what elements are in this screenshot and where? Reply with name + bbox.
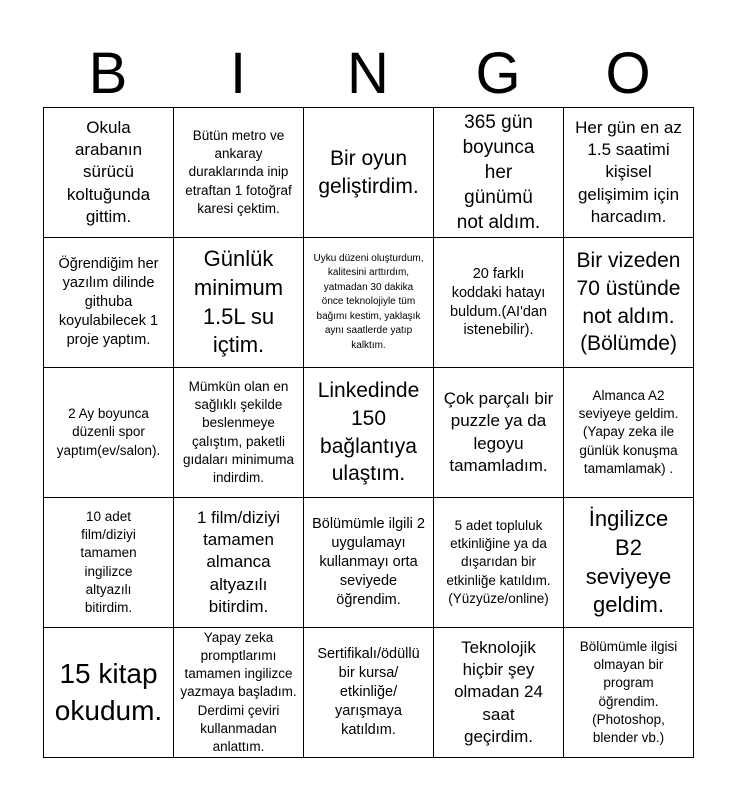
cell-text: 365 gün boyunca her günümü not aldım. [456, 111, 541, 234]
cell-text: 2 Ay boyunca düzenli spor yaptım(ev/salon). [56, 406, 161, 458]
header-letter-n: N [347, 41, 389, 106]
bingo-cell[interactable] [44, 628, 174, 758]
cell-text: 15 kitap okudum. [54, 658, 163, 726]
cell-text: Günlük minimum 1.5L su içtim. [193, 246, 284, 358]
cell-text: Bölümümle ilgili 2 uygulamayı kullanmayı orta seviyede öğrendim. [312, 516, 425, 608]
cell-text: Uyku düzeni oluşturdum, kalitesini arttırdım, yatmadan 30 dakika önce teknolojiyle tüm bağımı kestim, yaklaşık aynı saatlerde yatıp kalktım. [313, 252, 424, 351]
bingo-cell[interactable] [434, 108, 564, 238]
bingo-cell[interactable] [44, 498, 174, 628]
bingo-cell[interactable] [304, 628, 434, 758]
bingo-board [43, 107, 694, 758]
cell-text: 1 film/diziyi tamamen almanca altyazılı bitirdim. [196, 508, 281, 616]
bingo-cell[interactable] [564, 238, 694, 368]
cell-text: Her gün en az 1.5 saatimi kişisel gelişimim için harcadım. [575, 118, 682, 226]
cell-text: Bir vizeden 70 üstünde not aldım.(Bölümde) [576, 249, 681, 356]
cell-text: 5 adet topluluk etkinliğine ya da dışarıdan bir etkinliğe katıldım.(Yüzyüze/online) [446, 517, 551, 606]
bingo-cell[interactable] [434, 498, 564, 628]
bingo-cell[interactable] [564, 498, 694, 628]
header-letter-g: G [475, 41, 521, 106]
cell-text: İngilizce B2 seviyeye geldim. [585, 506, 672, 618]
cell-text: Mümkün olan en sağlıklı şekilde beslenmeye çalıştım, paketli gıdaları minimuma indirdim. [182, 378, 295, 485]
bingo-cell[interactable] [174, 628, 304, 758]
cell-text: Bölümümle ilgisi olmayan bir program öğrendim.(Photoshop, blender vb.) [579, 638, 678, 745]
bingo-cell[interactable] [434, 368, 564, 498]
cell-text: Linkedinde 150 bağlantıya ulaştım. [317, 379, 420, 486]
bingo-cell[interactable] [564, 368, 694, 498]
cell-text: Bir oyun geliştirdim. [318, 146, 419, 198]
cell-text: Bütün metro ve ankaray duraklarında inip etraftan 1 fotoğraf karesi çektim. [185, 127, 292, 216]
bingo-cell[interactable] [44, 108, 174, 238]
cell-text: Öğrendiğim her yazılım dilinde githuba koyulabilecek 1 proje yaptım. [58, 256, 159, 348]
bingo-cell[interactable] [304, 498, 434, 628]
bingo-cell[interactable] [174, 238, 304, 368]
header-letter-i: I [229, 41, 247, 106]
bingo-cell[interactable] [174, 498, 304, 628]
cell-text: Çok parçalı bir puzzle ya da legoyu tamamladım. [443, 389, 554, 475]
header-letter-o: O [605, 41, 651, 106]
bingo-cell[interactable] [304, 368, 434, 498]
bingo-cell[interactable] [304, 238, 434, 368]
cell-text: Sertifikalı/ödüllü bir kursa/ etkinliğe/ yarışmaya katıldım. [317, 646, 420, 738]
bingo-cell[interactable] [564, 628, 694, 758]
cell-text: Yapay zeka promptlarımı tamamen ingilizce yazmaya başladım. Derdimi çeviri kullanmadan anlattım. [180, 629, 297, 755]
cell-text: Okula arabanın sürücü koltuğunda gittim. [66, 118, 151, 226]
bingo-cell[interactable] [434, 628, 564, 758]
bingo-cell[interactable] [434, 238, 564, 368]
bingo-cell[interactable] [44, 368, 174, 498]
bingo-cell[interactable] [174, 368, 304, 498]
cell-text: Teknolojik hiçbir şey olmadan 24 saat geçirdim. [454, 638, 543, 746]
bingo-cell[interactable] [44, 238, 174, 368]
bingo-header [43, 40, 693, 108]
bingo-cell[interactable] [564, 108, 694, 238]
bingo-cell[interactable] [304, 108, 434, 238]
cell-text: Almanca A2 seviyeye geldim.(Yapay zeka ile günlük konuşma tamamlamak) . [578, 387, 679, 476]
cell-text: 20 farklı koddaki hatayı buldum.(AI'dan istenebilir). [449, 265, 548, 339]
header-letter-b: B [88, 41, 128, 106]
bingo-cell[interactable] [174, 108, 304, 238]
cell-text: 10 adet film/diziyi tamamen ingilizce altyazılı bitirdim. [80, 508, 137, 615]
